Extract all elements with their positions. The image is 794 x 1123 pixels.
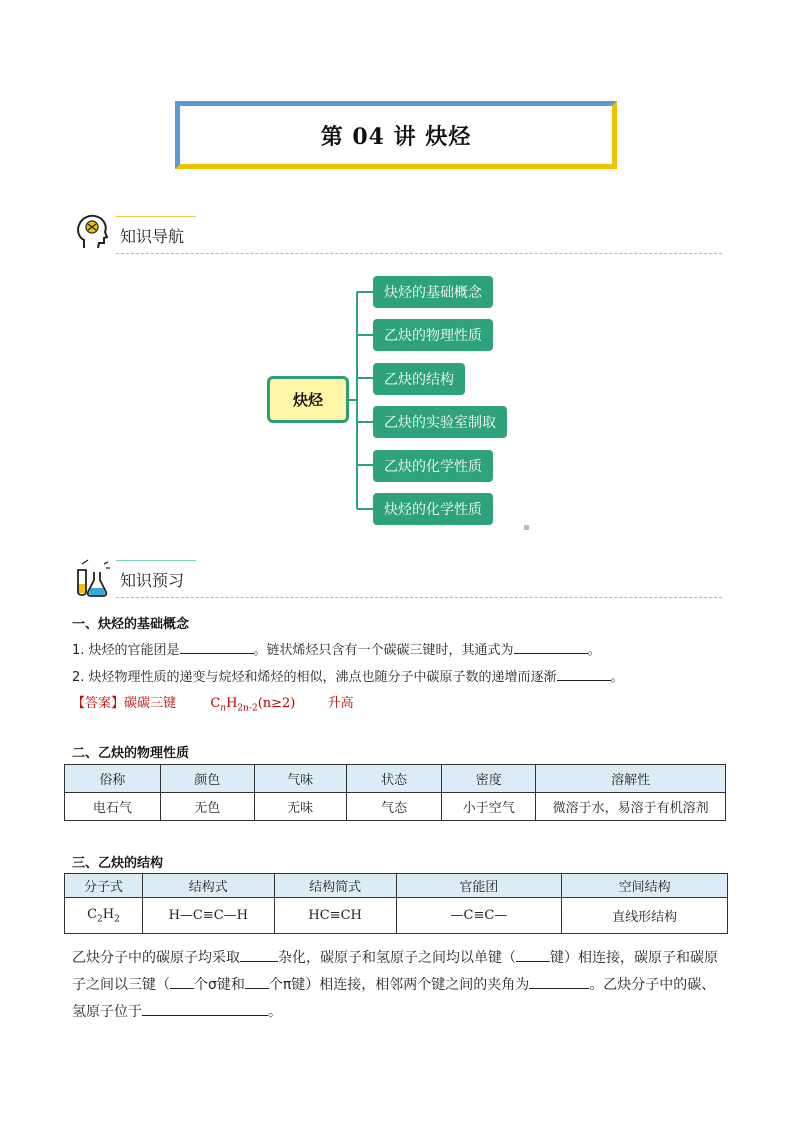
section-label-nav: 知识导航 xyxy=(120,227,185,246)
table-header: 俗称 xyxy=(65,765,161,793)
page-title: 第 04 讲 炔烃 xyxy=(320,123,472,150)
table-header-row xyxy=(65,765,726,793)
blank-sigma-count[interactable] xyxy=(170,976,194,989)
blank-hybridization[interactable] xyxy=(240,949,278,962)
table-cell: 小于空气 xyxy=(442,793,536,821)
table-row xyxy=(65,898,728,934)
section-label-preview: 知识预习 xyxy=(120,571,185,590)
mindmap-center-node: 炔烃 xyxy=(267,376,349,423)
blank-bond-angle[interactable] xyxy=(529,976,589,989)
table-cell: 电石气 xyxy=(65,793,161,821)
physical-properties-table xyxy=(64,764,726,821)
anchor-mark xyxy=(524,525,529,530)
mindmap-node-structure: 乙炔的结构 xyxy=(373,363,465,395)
table-header-row xyxy=(65,874,728,898)
section-header-preview xyxy=(72,556,722,600)
part1-heading: 一、炔烃的基础概念 xyxy=(72,617,190,632)
condensed-formula-cell: HC≡CH xyxy=(274,898,396,934)
blank-q1-functional-group[interactable] xyxy=(180,641,254,654)
functional-group-cell: —C≡C— xyxy=(396,898,562,934)
structure-table xyxy=(64,873,728,934)
table-cell: 无色 xyxy=(160,793,254,821)
structural-formula-cell: H—C≡C—H xyxy=(142,898,274,934)
question-1: 1. 炔烃的官能团是 。链状烯烃只含有一个碳碳三键时，其通式为 。 xyxy=(72,643,601,658)
answer-2: $C_nH_{2n-2}(n\ge 2)$ xyxy=(210,696,296,714)
table-cell: 微溶于水，易溶于有机溶剂 xyxy=(536,793,726,821)
mindmap-node-lab-preparation: 乙炔的实验室制取 xyxy=(373,406,507,438)
answer-line xyxy=(72,692,354,714)
spatial-structure-cell: 直线形结构 xyxy=(562,898,728,934)
answer-3: 升高 xyxy=(327,696,354,711)
table-header: 溶解性 xyxy=(536,765,726,793)
table-row xyxy=(65,793,726,821)
table-cell: 气态 xyxy=(346,793,442,821)
table-header: 颜色 xyxy=(160,765,254,793)
table-cell: 无味 xyxy=(254,793,346,821)
blank-single-bond-type[interactable] xyxy=(516,949,550,962)
mindmap-node-acetylene-chemical: 乙炔的化学性质 xyxy=(373,450,493,482)
mindmap-node-basic-concept: 炔烃的基础概念 xyxy=(373,276,493,308)
table-header: 分子式 xyxy=(65,874,143,898)
molecular-formula-cell: $C_2H_2$ xyxy=(65,898,143,934)
mindmap-node-physical-properties: 乙炔的物理性质 xyxy=(373,319,493,351)
blank-pi-count[interactable] xyxy=(245,976,269,989)
answer-1: 碳碳三键 xyxy=(124,696,177,711)
brain-head-icon xyxy=(74,212,110,252)
blank-q1-general-formula[interactable] xyxy=(514,641,588,654)
table-header: 结构式 xyxy=(142,874,274,898)
part3-heading: 三、乙炔的结构 xyxy=(72,856,164,871)
blank-atom-position[interactable] xyxy=(142,1003,268,1016)
question-2: 2. 炔烃物理性质的递变与烷烃和烯烃的相似，沸点也随分子中碳原子数的递增而逐渐 。 xyxy=(72,670,624,685)
mindmap-node-alkyne-chemical: 炔烃的化学性质 xyxy=(373,493,493,525)
structure-paragraph: 乙炔分子中的碳原子均采取 杂化，碳原子和氢原子之间均以单键（ 键）相连接，碳原子和碳原 子之间以三键（ 个σ键和 个π键）相连接，相邻两个键之间的夹角为 。乙炔分子中的碳、 氢原子位于 。 xyxy=(72,950,718,1020)
table-header: 官能团 xyxy=(396,874,562,898)
table-header: 状态 xyxy=(346,765,442,793)
table-header: 气味 xyxy=(254,765,346,793)
answer-tag: 【答案】 xyxy=(72,696,125,711)
table-header: 密度 xyxy=(442,765,536,793)
title-box xyxy=(175,101,617,169)
mindmap-connectors xyxy=(349,280,375,520)
table-header: 结构简式 xyxy=(274,874,396,898)
lab-flask-icon xyxy=(72,558,112,598)
part2-heading: 二、乙炔的物理性质 xyxy=(72,746,190,761)
table-header: 空间结构 xyxy=(562,874,728,898)
section-header-nav xyxy=(72,212,722,256)
blank-q2-boiling-trend[interactable] xyxy=(557,668,611,681)
